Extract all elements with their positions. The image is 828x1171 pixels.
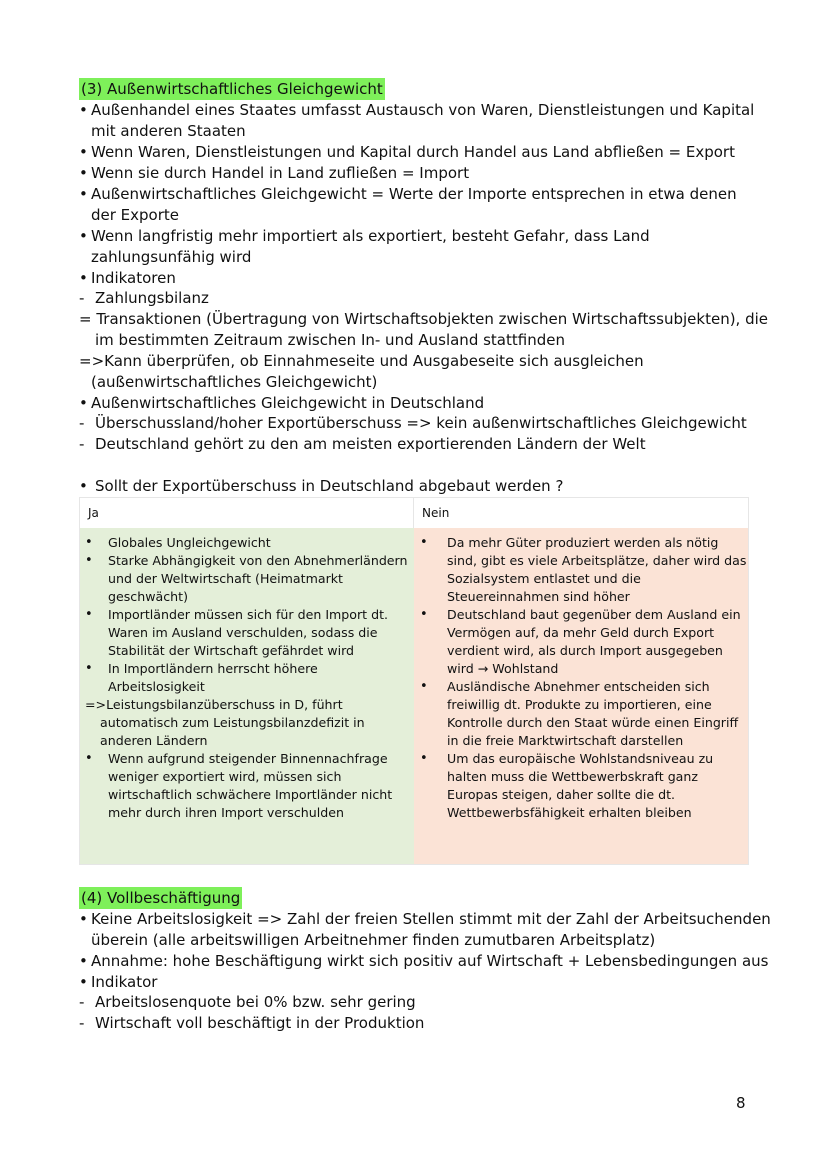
table-line: Deutschland baut gegenüber dem Ausland ein [447, 607, 741, 622]
text-line: (außenwirtschaftliches Gleichgewicht) [91, 373, 378, 391]
bullet: • [420, 751, 428, 766]
text-line: - Arbeitslosenquote bei 0% bzw. sehr gering [79, 993, 416, 1011]
bullet: • [420, 535, 428, 550]
table-line: Starke Abhängigkeit von den Abnehmerländern [108, 553, 408, 568]
table-line: sind, gibt es viele Arbeitsplätze, daher wird das [447, 553, 747, 568]
table-line: Wettbewerbsfähigkeit erhalten bleiben [447, 805, 692, 820]
text-line: =>Kann überprüfen, ob Einnahmeseite und Ausgabeseite sich ausgleichen [79, 352, 644, 370]
table-line: Waren im Ausland verschulden, sodass die [108, 625, 378, 640]
text-line: der Exporte [91, 206, 180, 224]
bullet: • [85, 553, 93, 568]
text-line: • Außenwirtschaftliches Gleichgewicht in Deutschland [79, 394, 485, 412]
table-line: In Importländern herrscht höhere [108, 661, 318, 676]
column-header-nein: Nein [414, 498, 748, 528]
table-line: Ausländische Abnehmer entscheiden sich [447, 679, 710, 694]
cell-nein [414, 528, 748, 864]
text-line: • Außenwirtschaftliches Gleichgewicht = Werte der Importe entsprechen in etwa denen [79, 185, 737, 203]
table-line: Vermögen auf, da mehr Geld durch Export [447, 625, 715, 640]
text-line: - Überschussland/hoher Exportüberschuss => kein außenwirtschaftliches Gleichgewicht [79, 414, 747, 432]
bullet: • [420, 607, 428, 622]
column-header-ja: Ja [80, 498, 414, 528]
table-line: Stabilität der Wirtschaft gefährdet wird [108, 643, 355, 658]
table-line: automatisch zum Leistungsbilanzdefizit in [100, 715, 365, 730]
table-line: Sozialsystem entlastet und die [447, 571, 641, 586]
table-line: wird → Wohlstand [447, 661, 559, 676]
text-line: mit anderen Staaten [91, 122, 246, 140]
text-line: - Zahlungsbilanz [79, 289, 209, 307]
bullet: • [85, 607, 93, 622]
text-line: im bestimmten Zeitraum zwischen In- und Ausland stattfinden [95, 331, 565, 349]
text-line: = Transaktionen (Übertragung von Wirtschaftsobjekten zwischen Wirtschaftssubjekten), die [79, 310, 769, 328]
text-line: • Indikator [79, 973, 158, 991]
table-line: Da mehr Güter produziert werden als nötig [447, 535, 719, 550]
text-line: • Keine Arbeitslosigkeit => Zahl der freien Stellen stimmt mit der Zahl der Arbeitsuchenden [79, 910, 771, 928]
question-line: • Sollt der Exportüberschuss in Deutschland abgebaut werden ? [79, 477, 564, 495]
section-3-heading: (3) Außenwirtschaftliches Gleichgewicht [81, 80, 383, 98]
table-line: und der Weltwirtschaft (Heimatmarkt [108, 571, 343, 586]
bullet: • [85, 661, 93, 676]
cell-ja [80, 528, 414, 864]
table-line: freiwillig dt. Produkte zu importieren, eine [447, 697, 712, 712]
table-line: =>Leistungsbilanzüberschuss in D, führt [85, 697, 343, 712]
bullet: • [85, 535, 93, 550]
table-line: Europas steigen, daher sollte die dt. [447, 787, 676, 802]
text-line: • Wenn Waren, Dienstleistungen und Kapital durch Handel aus Land abfließen = Export [79, 143, 735, 161]
table-line: anderen Ländern [100, 733, 208, 748]
text-line: • Annahme: hohe Beschäftigung wirkt sich positiv auf Wirtschaft + Lebensbedingungen aus [79, 952, 769, 970]
section-4-heading: (4) Vollbeschäftigung [81, 889, 241, 907]
table-line: Um das europäische Wohlstandsniveau zu [447, 751, 714, 766]
table-line: mehr durch ihren Import verschulden [108, 805, 344, 820]
table-line: Wenn aufgrund steigender Binnennachfrage [108, 751, 388, 766]
text-line: überein (alle arbeitswilligen Arbeitnehmer finden zumutbaren Arbeitsplatz) [91, 931, 656, 949]
text-line: • Außenhandel eines Staates umfasst Austausch von Waren, Dienstleistungen und Kapital [79, 101, 755, 119]
page-number: 8 [736, 1094, 746, 1112]
table-line: verdient wird, als durch Import ausgegeben [447, 643, 723, 658]
text-line: • Wenn sie durch Handel in Land zufließen = Import [79, 164, 470, 182]
text-line: • Wenn langfristig mehr importiert als exportiert, besteht Gefahr, dass Land [79, 227, 650, 245]
text-line: zahlungsunfähig wird [91, 248, 252, 266]
text-line: - Deutschland gehört zu den am meisten exportierenden Ländern der Welt [79, 435, 646, 453]
bullet: • [85, 751, 93, 766]
table-line: Kontrolle durch den Staat würde einen Eingriff [447, 715, 739, 730]
text-line: • Indikatoren [79, 269, 176, 287]
table-line: wirtschaftlich schwächere Importländer nicht [108, 787, 393, 802]
table-line: in die freie Marktwirtschaft darstellen [447, 733, 684, 748]
table-line: Globales Ungleichgewicht [108, 535, 271, 550]
table-line: geschwächt) [108, 589, 188, 604]
table-line: Importländer müssen sich für den Import dt. [108, 607, 389, 622]
pro-contra-table [79, 497, 749, 865]
table-line: Steuereinnahmen sind höher [447, 589, 630, 604]
table-line: Arbeitslosigkeit [108, 679, 205, 694]
table-line: weniger exportiert wird, müssen sich [108, 769, 342, 784]
table-line: halten muss die Wettbewerbskraft ganz [447, 769, 698, 784]
bullet: • [420, 679, 428, 694]
text-line: - Wirtschaft voll beschäftigt in der Produktion [79, 1014, 425, 1032]
